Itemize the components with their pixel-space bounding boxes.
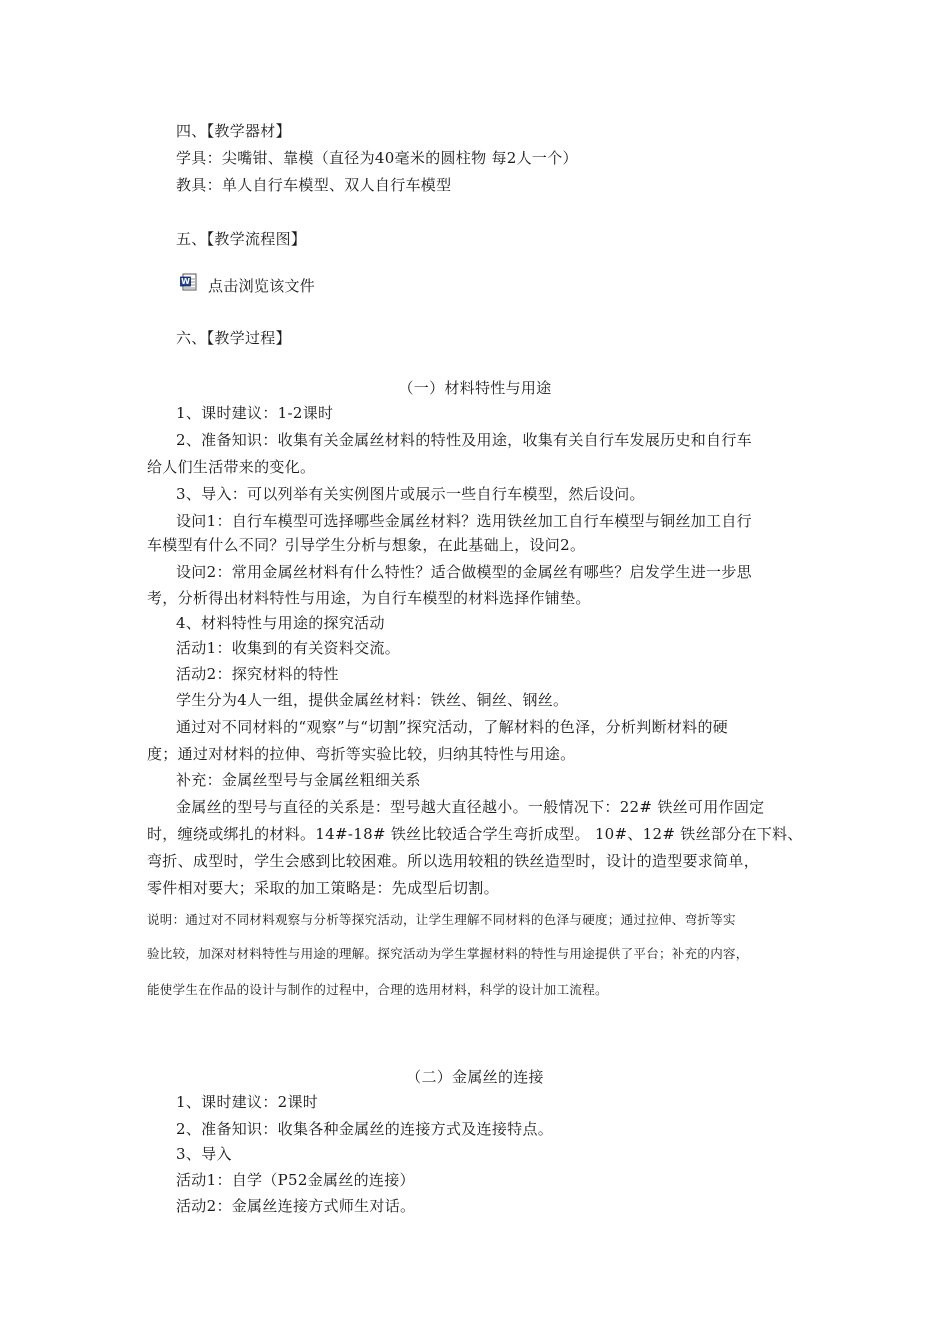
part1-note-line: 说明：通过对不同材料观察与分析等探究活动，让学生理解不同材料的色泽与硬度；通过拉伸、弯折等实	[147, 912, 736, 927]
part2-line: 2、准备知识：收集各种金属丝的连接方式及连接特点。	[176, 1120, 554, 1138]
part1-line: 时，缠绕或绑扎的材料。14#-18# 铁丝比较适合学生弯折成型。 10#、12# 铁丝部分在下料、	[147, 825, 803, 843]
teacher-tools-line: 教具：单人自行车模型、双人自行车模型	[176, 176, 452, 194]
part1-line: 金属丝的型号与直径的关系是：型号越大直径越小。一般情况下：22# 铁丝可用作固定	[176, 798, 765, 816]
part2-line: 活动1：自学（P52金属丝的连接）	[176, 1171, 415, 1189]
student-tools-line: 学具：尖嘴钳、靠模（直径为40毫米的圆柱物 每2人一个）	[176, 149, 578, 167]
part1-line: 设问2：常用金属丝材料有什么特性？适合做模型的金属丝有哪些？启发学生进一步思	[176, 563, 752, 581]
part1-line: 车模型有什么不同？引导学生分析与想象，在此基础上，设问2。	[147, 536, 586, 554]
svg-text:W: W	[181, 277, 190, 287]
part1-line: 考，分析得出材料特性与用途，为自行车模型的材料选择作铺垫。	[147, 589, 591, 607]
browse-file-link[interactable]: 点击浏览该文件	[208, 277, 316, 295]
part1-line: 补充：金属丝型号与金属丝粗细关系	[176, 771, 421, 789]
part1-note-line: 能使学生在作品的设计与制作的过程中，合理的选用材料，科学的设计加工流程。	[147, 982, 608, 997]
part1-line: 活动2：探究材料的特性	[176, 665, 339, 683]
section-heading-flowchart: 五、【教学流程图】	[176, 230, 307, 248]
part1-line: 通过对不同材料的“观察”与“切割”探究活动，了解材料的色泽，分析判断材料的硬	[176, 718, 729, 736]
part1-line: 活动1：收集到的有关资料交流。	[176, 639, 401, 657]
part1-line: 设问1：自行车模型可选择哪些金属丝材料？选用铁丝加工自行车模型与铜丝加工自行	[176, 512, 752, 530]
part1-line: 4、材料特性与用途的探究活动	[176, 614, 385, 632]
part1-line: 2、准备知识：收集有关金属丝材料的特性及用途，收集有关自行车发展历史和自行车	[176, 431, 752, 449]
part1-line: 1、课时建议：1-2课时	[176, 404, 334, 422]
word-document-icon[interactable]	[180, 273, 198, 291]
part1-line: 给人们生活带来的变化。	[147, 458, 316, 476]
part1-line: 学生分为4人一组，提供金属丝材料：铁丝、铜丝、钢丝。	[176, 691, 569, 709]
part1-line: 3、导入：可以列举有关实例图片或展示一些自行车模型，然后设问。	[176, 485, 645, 503]
part1-note-line: 验比较，加深对材料特性与用途的理解。探究活动为学生掌握材料的特性与用途提供了平台；补充的内容，	[147, 946, 749, 961]
part2-line: 1、课时建议：2课时	[176, 1093, 319, 1111]
part1-line: 度；通过对材料的拉伸、弯折等实验比较，归纳其特性与用途。	[147, 745, 576, 763]
part1-line: 零件相对要大；采取的加工策略是：先成型后切割。	[147, 879, 499, 897]
part2-line: 活动2：金属丝连接方式师生对话。	[176, 1197, 416, 1215]
section-heading-teaching-process: 六、【教学过程】	[176, 329, 291, 347]
section-heading-teaching-equipment: 四、【教学器材】	[176, 122, 291, 140]
part1-title: （一）材料特性与用途	[398, 379, 552, 397]
part1-line: 弯折、成型时，学生会感到比较困难。所以选用较粗的铁丝造型时，设计的造型要求简单，	[147, 852, 760, 870]
part2-line: 3、导入	[176, 1145, 232, 1163]
part2-title: （二）金属丝的连接	[406, 1068, 544, 1086]
